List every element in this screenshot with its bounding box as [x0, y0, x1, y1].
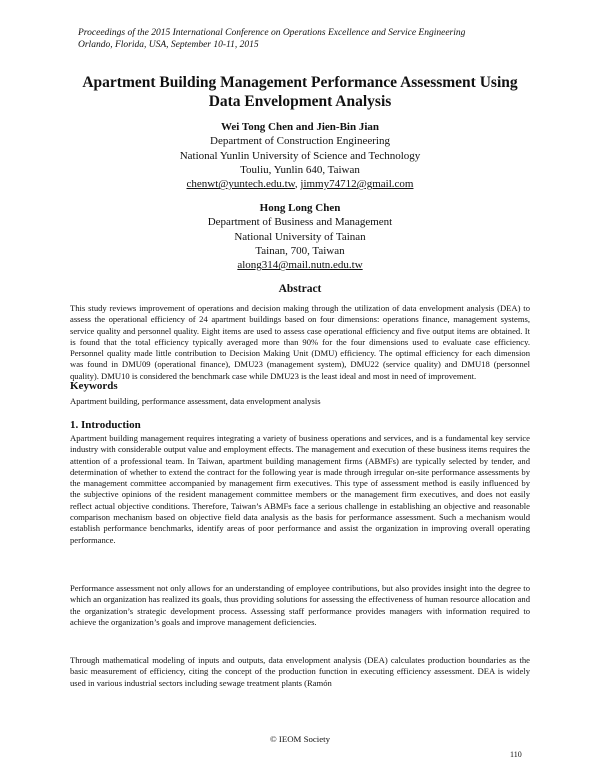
title-line-2: Data Envelopment Analysis	[208, 93, 392, 110]
author-block-1	[60, 120, 540, 191]
author-university-1: National Yunlin University of Science and Technology	[179, 149, 421, 162]
footer-society: © IEOM Society	[270, 734, 330, 744]
abstract-heading: Abstract	[278, 283, 322, 295]
email-link-1[interactable]: chenwt@yuntech.edu.tw	[186, 178, 295, 191]
abstract-text: This study reviews improvement of operations and decision making through the utilization of data envelopment analysis (DEA) to assess the operational efficiency of 24 apartment buildings based on four dimensions: operations finance, management systems, service quality and personnel quality. Eight items are used to assess case operational efficiency and five output items are obtained. It is found that the total efficiency typically averaged more than 90% for the four dimensions used to evaluate case efficiency. Personnel quality made little contribution to Decision Making Unit (DMU) efficiency. The optimal efficiency for each dimension was found in DMU09 (operational finance), DMU23 (management system), DMU22 (service quality) and DMU18 (personnel quality). DMU10 is considered the benchmark case while DMU23 is the least ideal and most in need of improvement.	[70, 303, 530, 381]
author-address-1: Touliu, Yunlin 640, Taiwan	[240, 163, 360, 176]
intro-paragraph-1: Apartment building management requires integrating a variety of business operations and services, and is a fundamental key service industry with considerable output value and employment effects. The management and execution of these business items requires the attention of a professional team. In Taiwan, apartment building management firms (ABMFs) are typically selected by tender, and determination of whether to extend the contract for the following year is made through irregular on-site performance assessments by the management committee accompanied by management firm executives. This type of assessment method is easily influenced by the subjective opinions of the resident management committee members or the management firm executives, and does not easily reflect actual objective conditions. Therefore, Taiwan’s ABMFs face a serious challenge in establishing an objective and reasonable comparison mechanism based on objective field data analysis as the basis for performance assessment. Such a mechanism would establish performance benchmarks, identify areas of poor performance and assist the organization in improving overall operating performance.	[70, 433, 530, 545]
proceedings-header	[78, 27, 538, 51]
keywords-heading: Keywords	[70, 380, 118, 392]
email-separator: ,	[294, 178, 301, 191]
introduction-heading: 1. Introduction	[70, 419, 141, 431]
title-line-1: Apartment Building Management Performance Assessment Using	[82, 74, 518, 91]
author-emails-1	[60, 177, 540, 191]
author-names-1: Wei Tong Chen and Jien-Bin Jian	[220, 121, 380, 133]
proceedings-line-2: Orlando, Florida, USA, September 10-11, 2015	[78, 40, 259, 50]
author-block-2	[60, 201, 540, 272]
proceedings-line-1: Proceedings of the 2015 International Conference on Operations Excellence and Service Engineering	[78, 28, 466, 38]
email-link-2[interactable]: jimmy74712@gmail.com	[300, 178, 414, 191]
author-names-2: Hong Long Chen	[259, 202, 341, 214]
email-link-3[interactable]: along314@mail.nutn.edu.tw	[237, 259, 363, 272]
author-address-2: Tainan, 700, Taiwan	[255, 244, 345, 257]
author-dept-1: Department of Construction Engineering	[210, 135, 390, 148]
paper-title	[60, 73, 540, 111]
page-number: 110	[510, 750, 522, 759]
intro-paragraph-3: Through mathematical modeling of inputs and outputs, data envelopment analysis (DEA) calculates production boundaries as the basic measurement of efficiency, citing the concept of the production function in executing efficiency assessment. DEA is widely used in various industrial sectors including sewage treatment plants (Ramón	[70, 655, 530, 688]
author-dept-2: Department of Business and Management	[207, 216, 393, 229]
keywords-text: Apartment building, performance assessment, data envelopment analysis	[70, 396, 321, 406]
intro-paragraph-2: Performance assessment not only allows for an understanding of employee contributions, but also provides insight into the degree to which an organization has realized its goals, thus providing solutions for assessing the effectiveness of human resource allocation and the organization’s strategic development process. Assessing staff performance provides managers with information required to achieve the organization’s goals and improve management deficiencies.	[70, 583, 530, 627]
author-university-2: National University of Tainan	[234, 230, 366, 243]
